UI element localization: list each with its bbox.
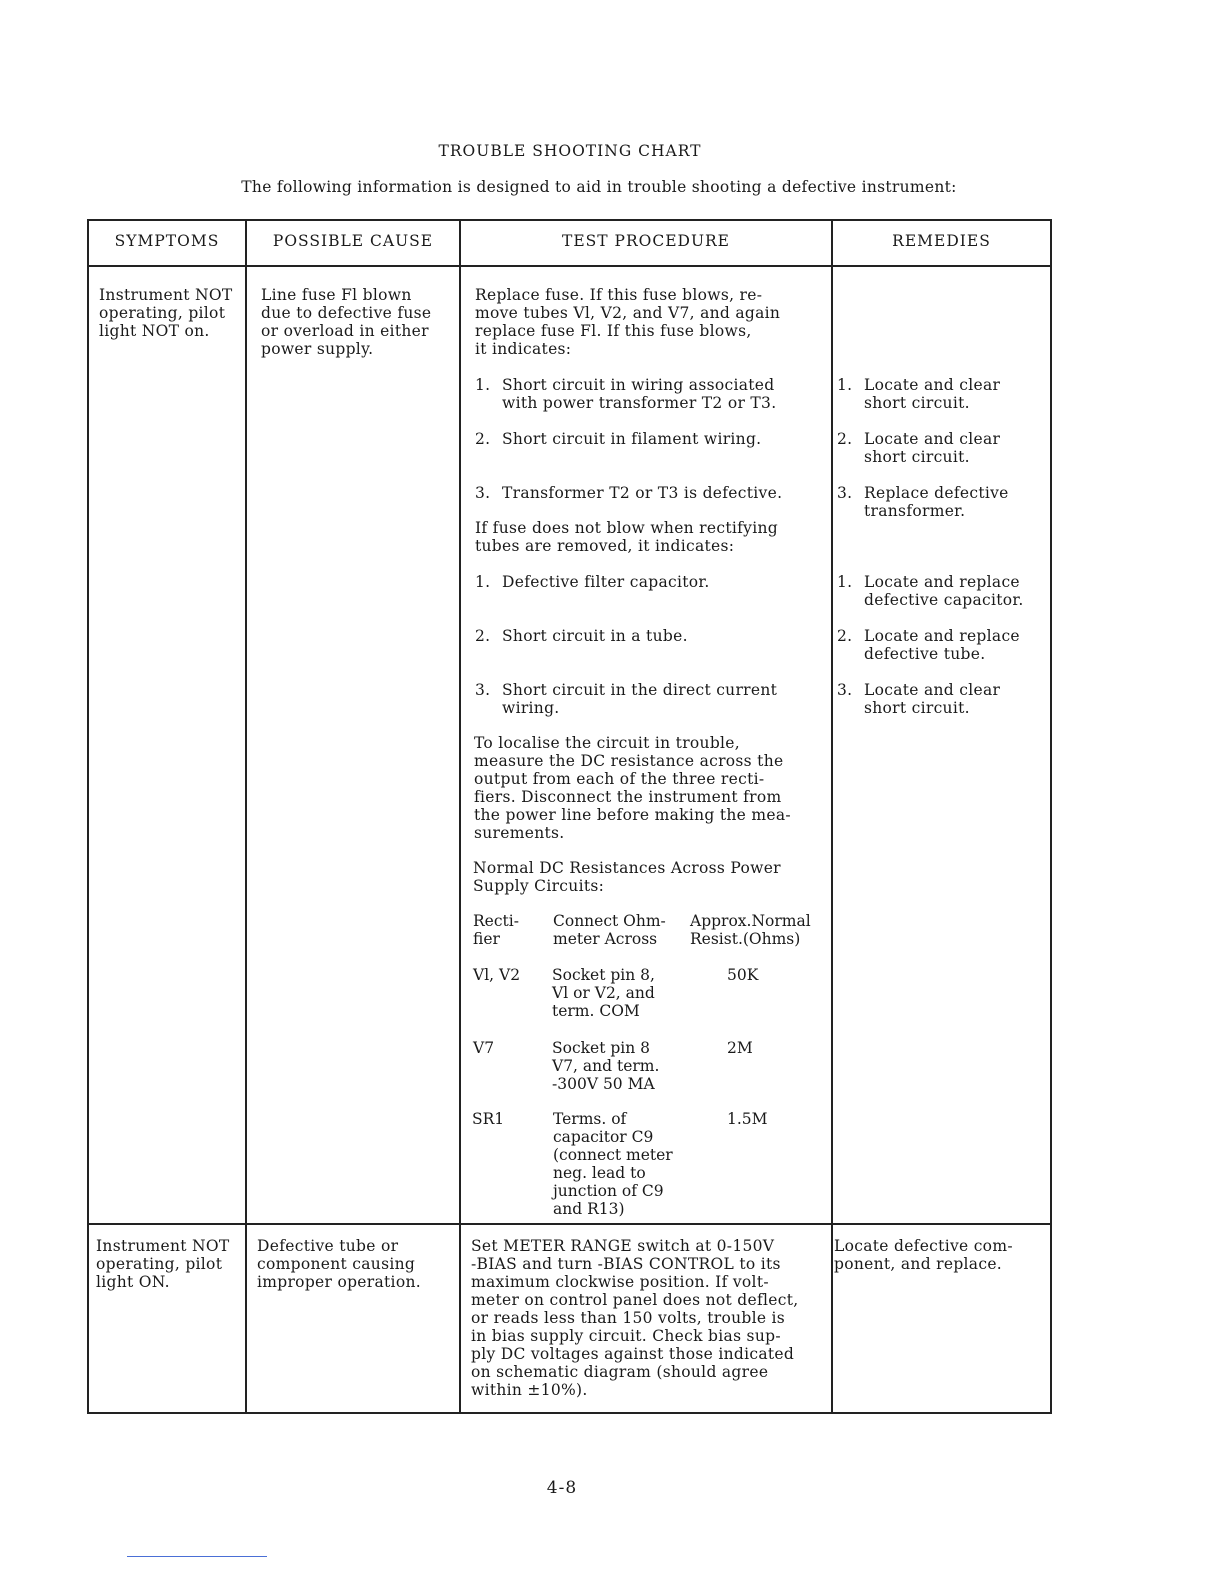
- row1-step-b1: [475, 573, 710, 591]
- resistance-rectifier: Vl, V2: [473, 966, 521, 984]
- step-text: Short circuit in filament wiring.: [502, 430, 762, 448]
- remedy-text: Locate and clear short circuit.: [864, 376, 1001, 412]
- row1-step-b3: [475, 681, 777, 717]
- resistance-value: 50K: [727, 966, 759, 984]
- row1-remedy-b2: [837, 627, 1020, 663]
- row1-symptom: Instrument NOT operating, pilot light NOT on.: [99, 286, 233, 340]
- row1-localise-text: To localise the circuit in trouble, measure the DC resistance across the output from each of the three recti- fiers. Disconnect the instrument from the power line before making the mea- surements.: [474, 734, 791, 842]
- resistance-connect: Socket pin 8, Vl or V2, and term. COM: [552, 966, 655, 1020]
- remedy-number: 3.: [837, 681, 853, 699]
- row1-procedure-mid: If fuse does not blow when rectifying tubes are removed, it indicates:: [475, 519, 778, 555]
- row1-resistance-title: Normal DC Resistances Across Power Supply Circuits:: [473, 859, 781, 895]
- row1-remedy-a1: [837, 376, 1000, 412]
- header-symptoms: SYMPTOMS: [114, 232, 220, 250]
- remedy-text: Replace defective transformer.: [864, 484, 1009, 520]
- remedy-number: 1.: [837, 376, 853, 394]
- resistance-header-rectifier: Recti- fier: [473, 912, 519, 948]
- remedy-number: 1.: [837, 573, 853, 591]
- resistance-connect: Terms. of capacitor C9 (connect meter neg. lead to junction of C9 and R13): [553, 1110, 673, 1218]
- row1-remedy-b3: [837, 681, 1000, 717]
- row1-remedy-a2: [837, 430, 1000, 466]
- resistance-header-resist: Approx.Normal Resist.(Ohms): [690, 912, 811, 948]
- step-text: Transformer T2 or T3 is defective.: [502, 484, 783, 502]
- resistance-connect: Socket pin 8 V7, and term. -300V 50 MA: [552, 1039, 660, 1093]
- remedy-text: Locate and replace defective tube.: [864, 627, 1020, 663]
- row1-step-a1: [475, 376, 776, 412]
- row1-step-b2: [475, 627, 688, 645]
- footer-rule: [127, 1556, 267, 1557]
- remedy-text: Locate and replace defective capacitor.: [864, 573, 1024, 609]
- step-text: Defective filter capacitor.: [502, 573, 710, 591]
- row1-procedure-intro: Replace fuse. If this fuse blows, re- move tubes Vl, V2, and V7, and again replace fuse Fl. If this fuse blows, it indicates:: [475, 286, 781, 358]
- row1-step-a2: [475, 430, 761, 448]
- resistance-header-connect: Connect Ohm- meter Across: [553, 912, 666, 948]
- row2-procedure: Set METER RANGE switch at 0-150V -BIAS and turn -BIAS CONTROL to its maximum clockwise position. If volt- meter on control panel does not deflect, or reads less than 150 volts, trouble is in bias supply circuit. Check bias sup- ply DC voltages against those indicated on schematic diagram (should agree within ±10%).: [471, 1237, 799, 1399]
- header-test-procedure: TEST PROCEDURE: [562, 232, 730, 250]
- remedy-text: Locate and clear short circuit.: [864, 681, 1001, 717]
- row2-remedy: Locate defective com- ponent, and replace.: [834, 1237, 1013, 1273]
- row2-cause: Defective tube or component causing improper operation.: [257, 1237, 421, 1291]
- remedy-number: 2.: [837, 430, 853, 448]
- step-text: Short circuit in wiring associated with power transformer T2 or T3.: [502, 376, 777, 412]
- row1-remedy-a3: [837, 484, 1009, 520]
- row1-cause: Line fuse Fl blown due to defective fuse or overload in either power supply.: [261, 286, 432, 358]
- header-remedies: REMEDIES: [892, 232, 991, 250]
- row1-step-a3: [475, 484, 782, 502]
- step-number: 2.: [475, 430, 491, 448]
- step-number: 3.: [475, 484, 491, 502]
- remedy-text: Locate and clear short circuit.: [864, 430, 1001, 466]
- chart-subtitle: The following information is designed to aid in trouble shooting a defective instrument:: [241, 178, 957, 196]
- resistance-rectifier: SR1: [472, 1110, 505, 1128]
- resistance-value: 2M: [727, 1039, 753, 1057]
- step-number: 2.: [475, 627, 491, 645]
- remedy-number: 3.: [837, 484, 853, 502]
- resistance-rectifier: V7: [473, 1039, 495, 1057]
- header-possible-cause: POSSIBLE CAUSE: [272, 232, 434, 250]
- step-number: 1.: [475, 376, 491, 394]
- step-number: 3.: [475, 681, 491, 699]
- remedy-number: 2.: [837, 627, 853, 645]
- step-text: Short circuit in the direct current wiring.: [502, 681, 778, 717]
- row1-remedy-b1: [837, 573, 1024, 609]
- page-number: 4-8: [546, 1478, 578, 1498]
- row2-symptom: Instrument NOT operating, pilot light ON.: [96, 1237, 230, 1291]
- chart-title: TROUBLE SHOOTING CHART: [438, 142, 702, 160]
- step-number: 1.: [475, 573, 491, 591]
- step-text: Short circuit in a tube.: [502, 627, 688, 645]
- resistance-value: 1.5M: [727, 1110, 768, 1128]
